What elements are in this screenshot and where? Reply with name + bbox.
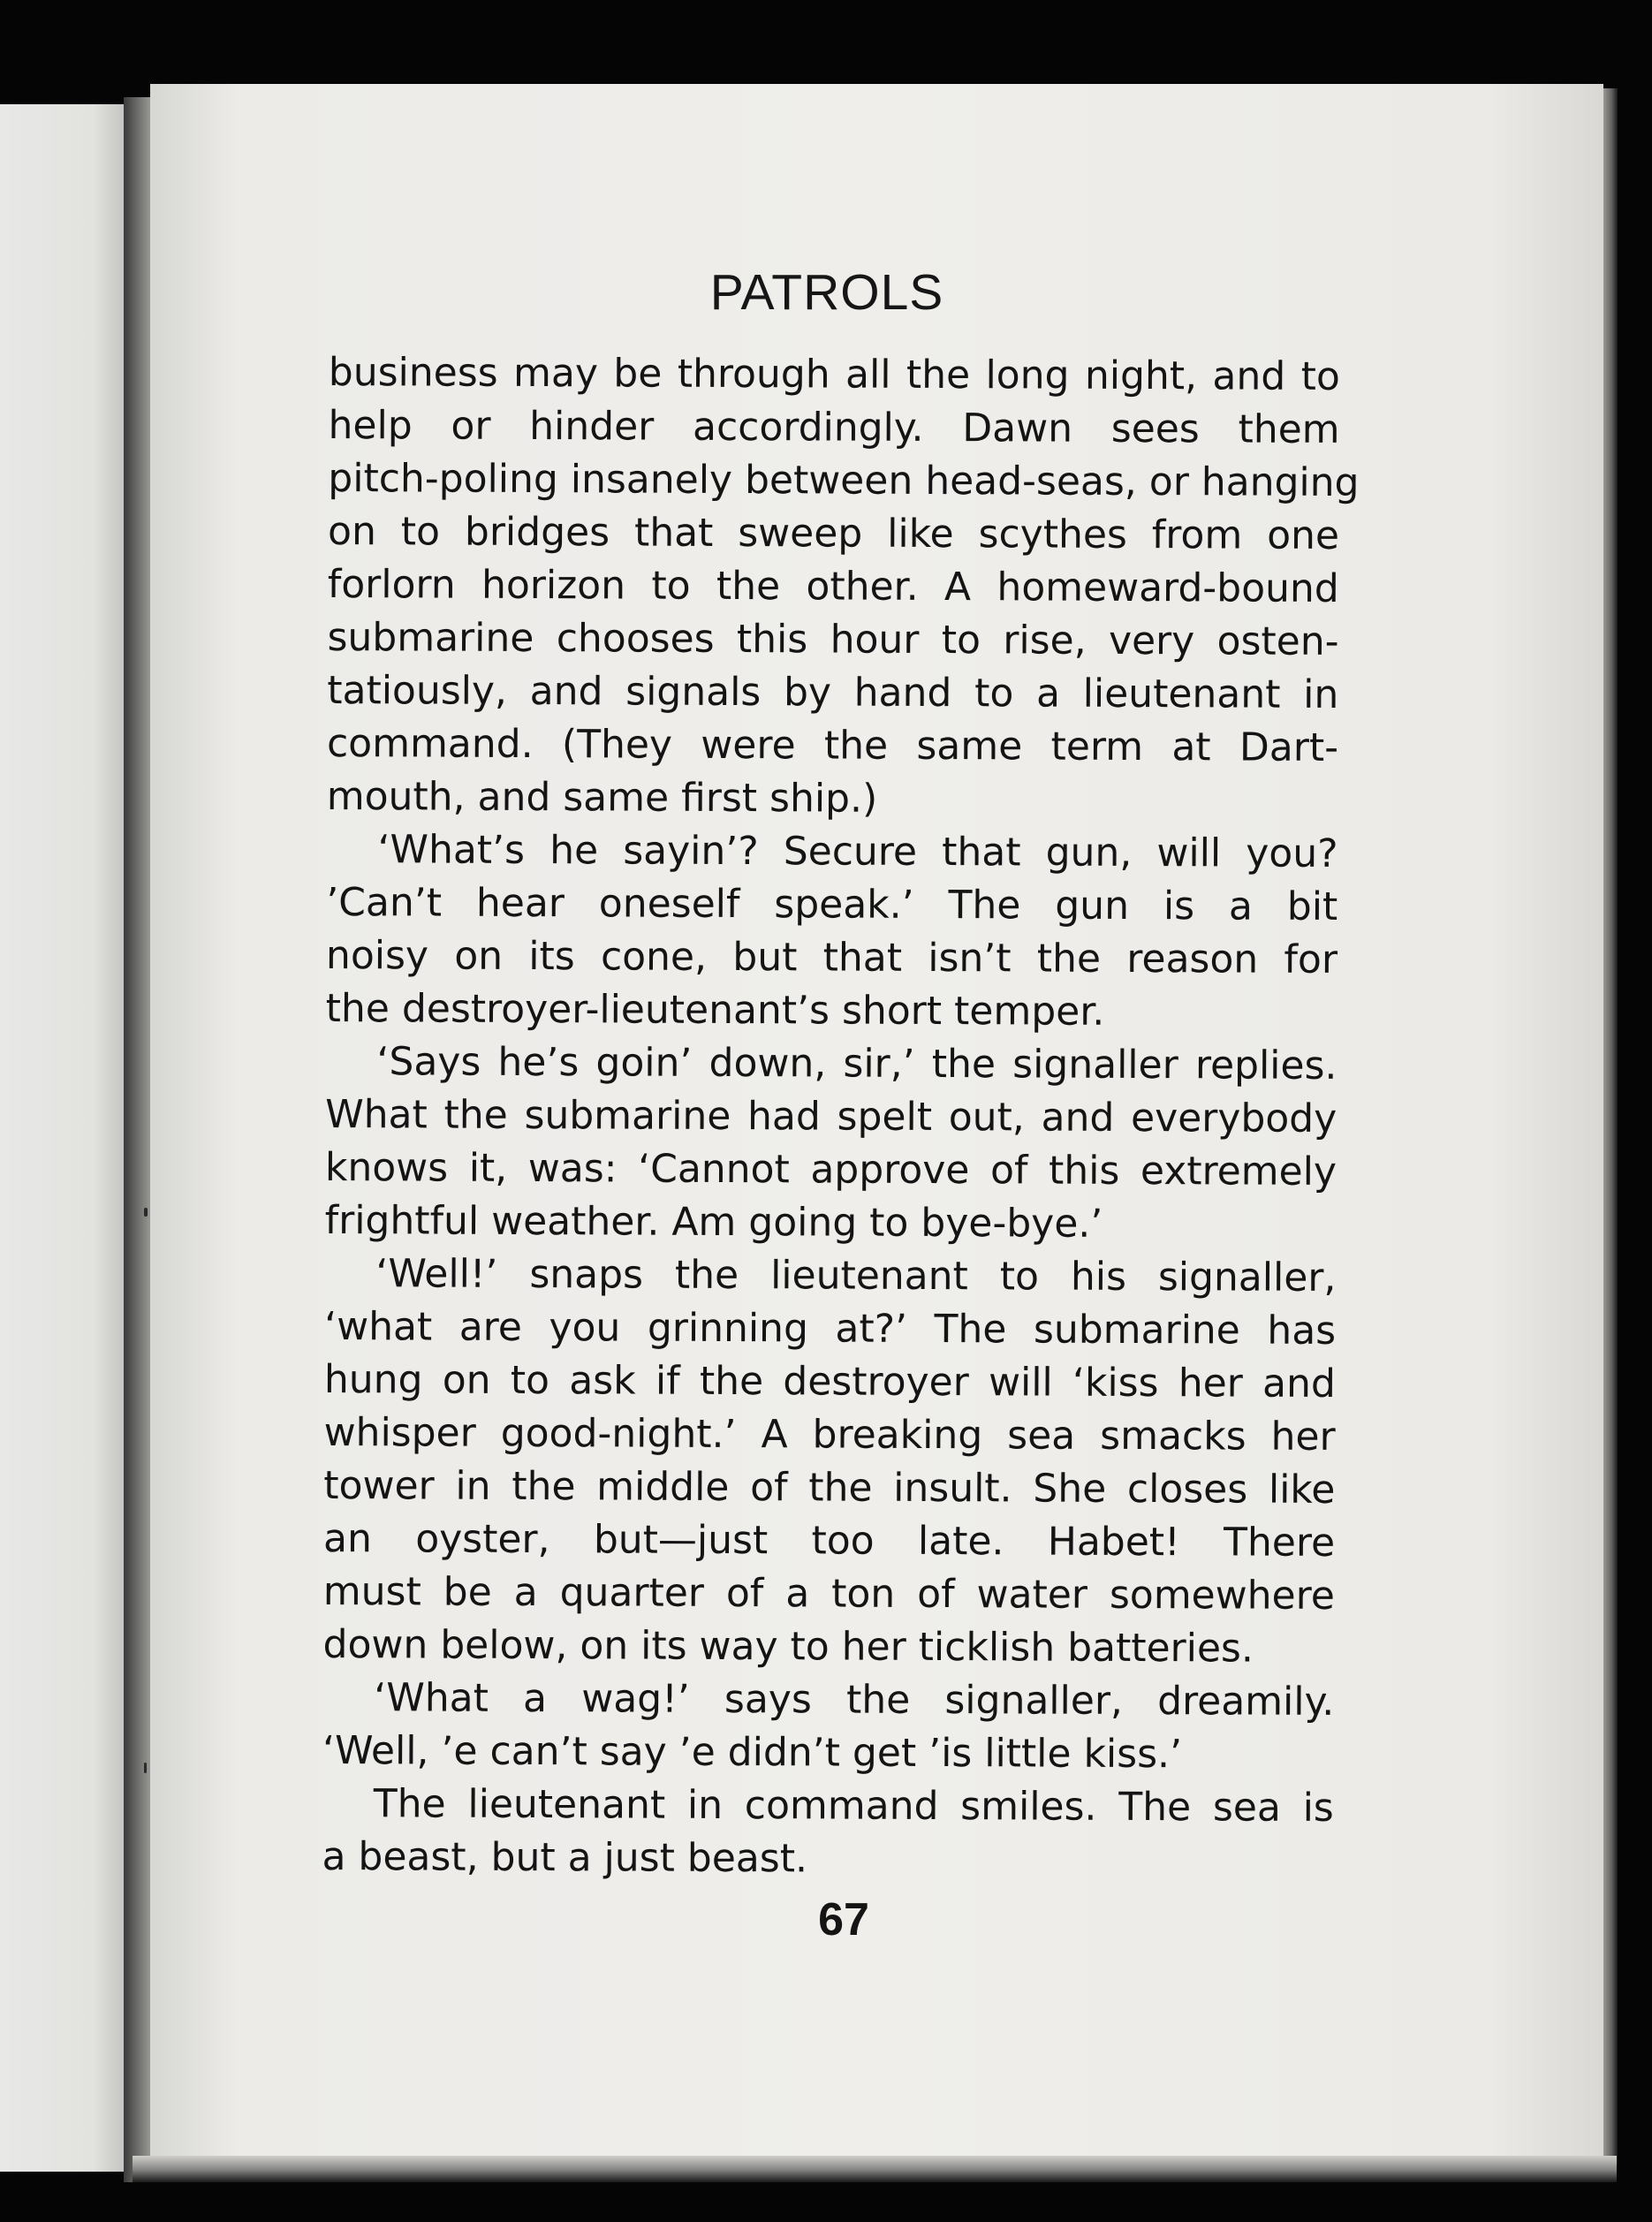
scan-speck xyxy=(144,1208,148,1217)
text-line: noisy on its cone, but that isn’t the reason for xyxy=(325,932,1338,982)
body-text xyxy=(322,346,1360,1888)
text-line: ‘What a wag!’ says the signaller, dreamily. xyxy=(374,1675,1335,1725)
text-line: knows it, was: ‘Cannot approve of this extremely xyxy=(324,1144,1338,1194)
text-line: frightful weather. Am going to bye-bye.’ xyxy=(324,1197,1103,1247)
text-line: mouth, and same first ship.) xyxy=(326,773,878,822)
page-number: 67 xyxy=(818,1894,869,1945)
text-line: command. (They were the same term at Dart- xyxy=(326,720,1339,770)
text-line: What the submarine had spelt out, and everybody xyxy=(325,1091,1338,1141)
text-line: tower in the middle of the insult. She closes like xyxy=(323,1462,1336,1513)
text-line: hung on to ask if the destroyer will ‘kiss her and xyxy=(323,1356,1336,1407)
page-edge-shadow xyxy=(1603,88,1618,2165)
left-page-margin xyxy=(0,104,133,2172)
text-line: submarine chooses this hour to rise, very osten- xyxy=(327,614,1339,664)
text-line: an oyster, but—just too late. Habet! There xyxy=(323,1515,1336,1566)
text-line: ‘What’s he sayin’? Secure that gun, will you? xyxy=(377,827,1338,876)
text-line: down below, on its way to her ticklish batteries. xyxy=(322,1621,1254,1672)
text-line: the destroyer-lieutenant’s short temper. xyxy=(325,985,1105,1035)
text-line: pitch-poling insanely between head-seas, or hanging xyxy=(328,455,1360,506)
text-line: ’Can’t hear oneself speak.’ The gun is a bit xyxy=(326,879,1338,929)
scan-speck xyxy=(144,1763,147,1773)
text-line: ‘what are you grinning at?’ The submarine has xyxy=(324,1303,1337,1354)
text-line: forlorn horizon to the other. A homeward-bound xyxy=(327,561,1339,611)
text-line: on to bridges that sweep like scythes from one xyxy=(327,508,1340,558)
text-line: must be a quarter of a ton of water somewhere xyxy=(322,1568,1335,1619)
text-line: ‘Says he’s goin’ down, sir,’ the signaller replies. xyxy=(376,1039,1338,1088)
text-line: The lieutenant in command smiles. The sea is xyxy=(373,1781,1334,1831)
text-line: business may be through all the long night, and to xyxy=(328,349,1340,399)
text-line: tatiously, and signals by hand to a lieutenant in xyxy=(327,667,1339,717)
text-line: ‘Well!’ snaps the lieutenant to his signaller, xyxy=(375,1251,1337,1301)
running-head: PATROLS xyxy=(709,264,944,321)
page-bottom-edge xyxy=(133,2156,1617,2182)
text-line: whisper good-night.’ A breaking sea smacks her xyxy=(323,1409,1336,1460)
text-line: ‘Well, ’e can’t say ’e didn’t get ’is little kiss.’ xyxy=(322,1727,1183,1778)
text-line: help or hinder accordingly. Dawn sees them xyxy=(328,402,1340,452)
text-line: a beast, but a just beast. xyxy=(322,1833,808,1882)
